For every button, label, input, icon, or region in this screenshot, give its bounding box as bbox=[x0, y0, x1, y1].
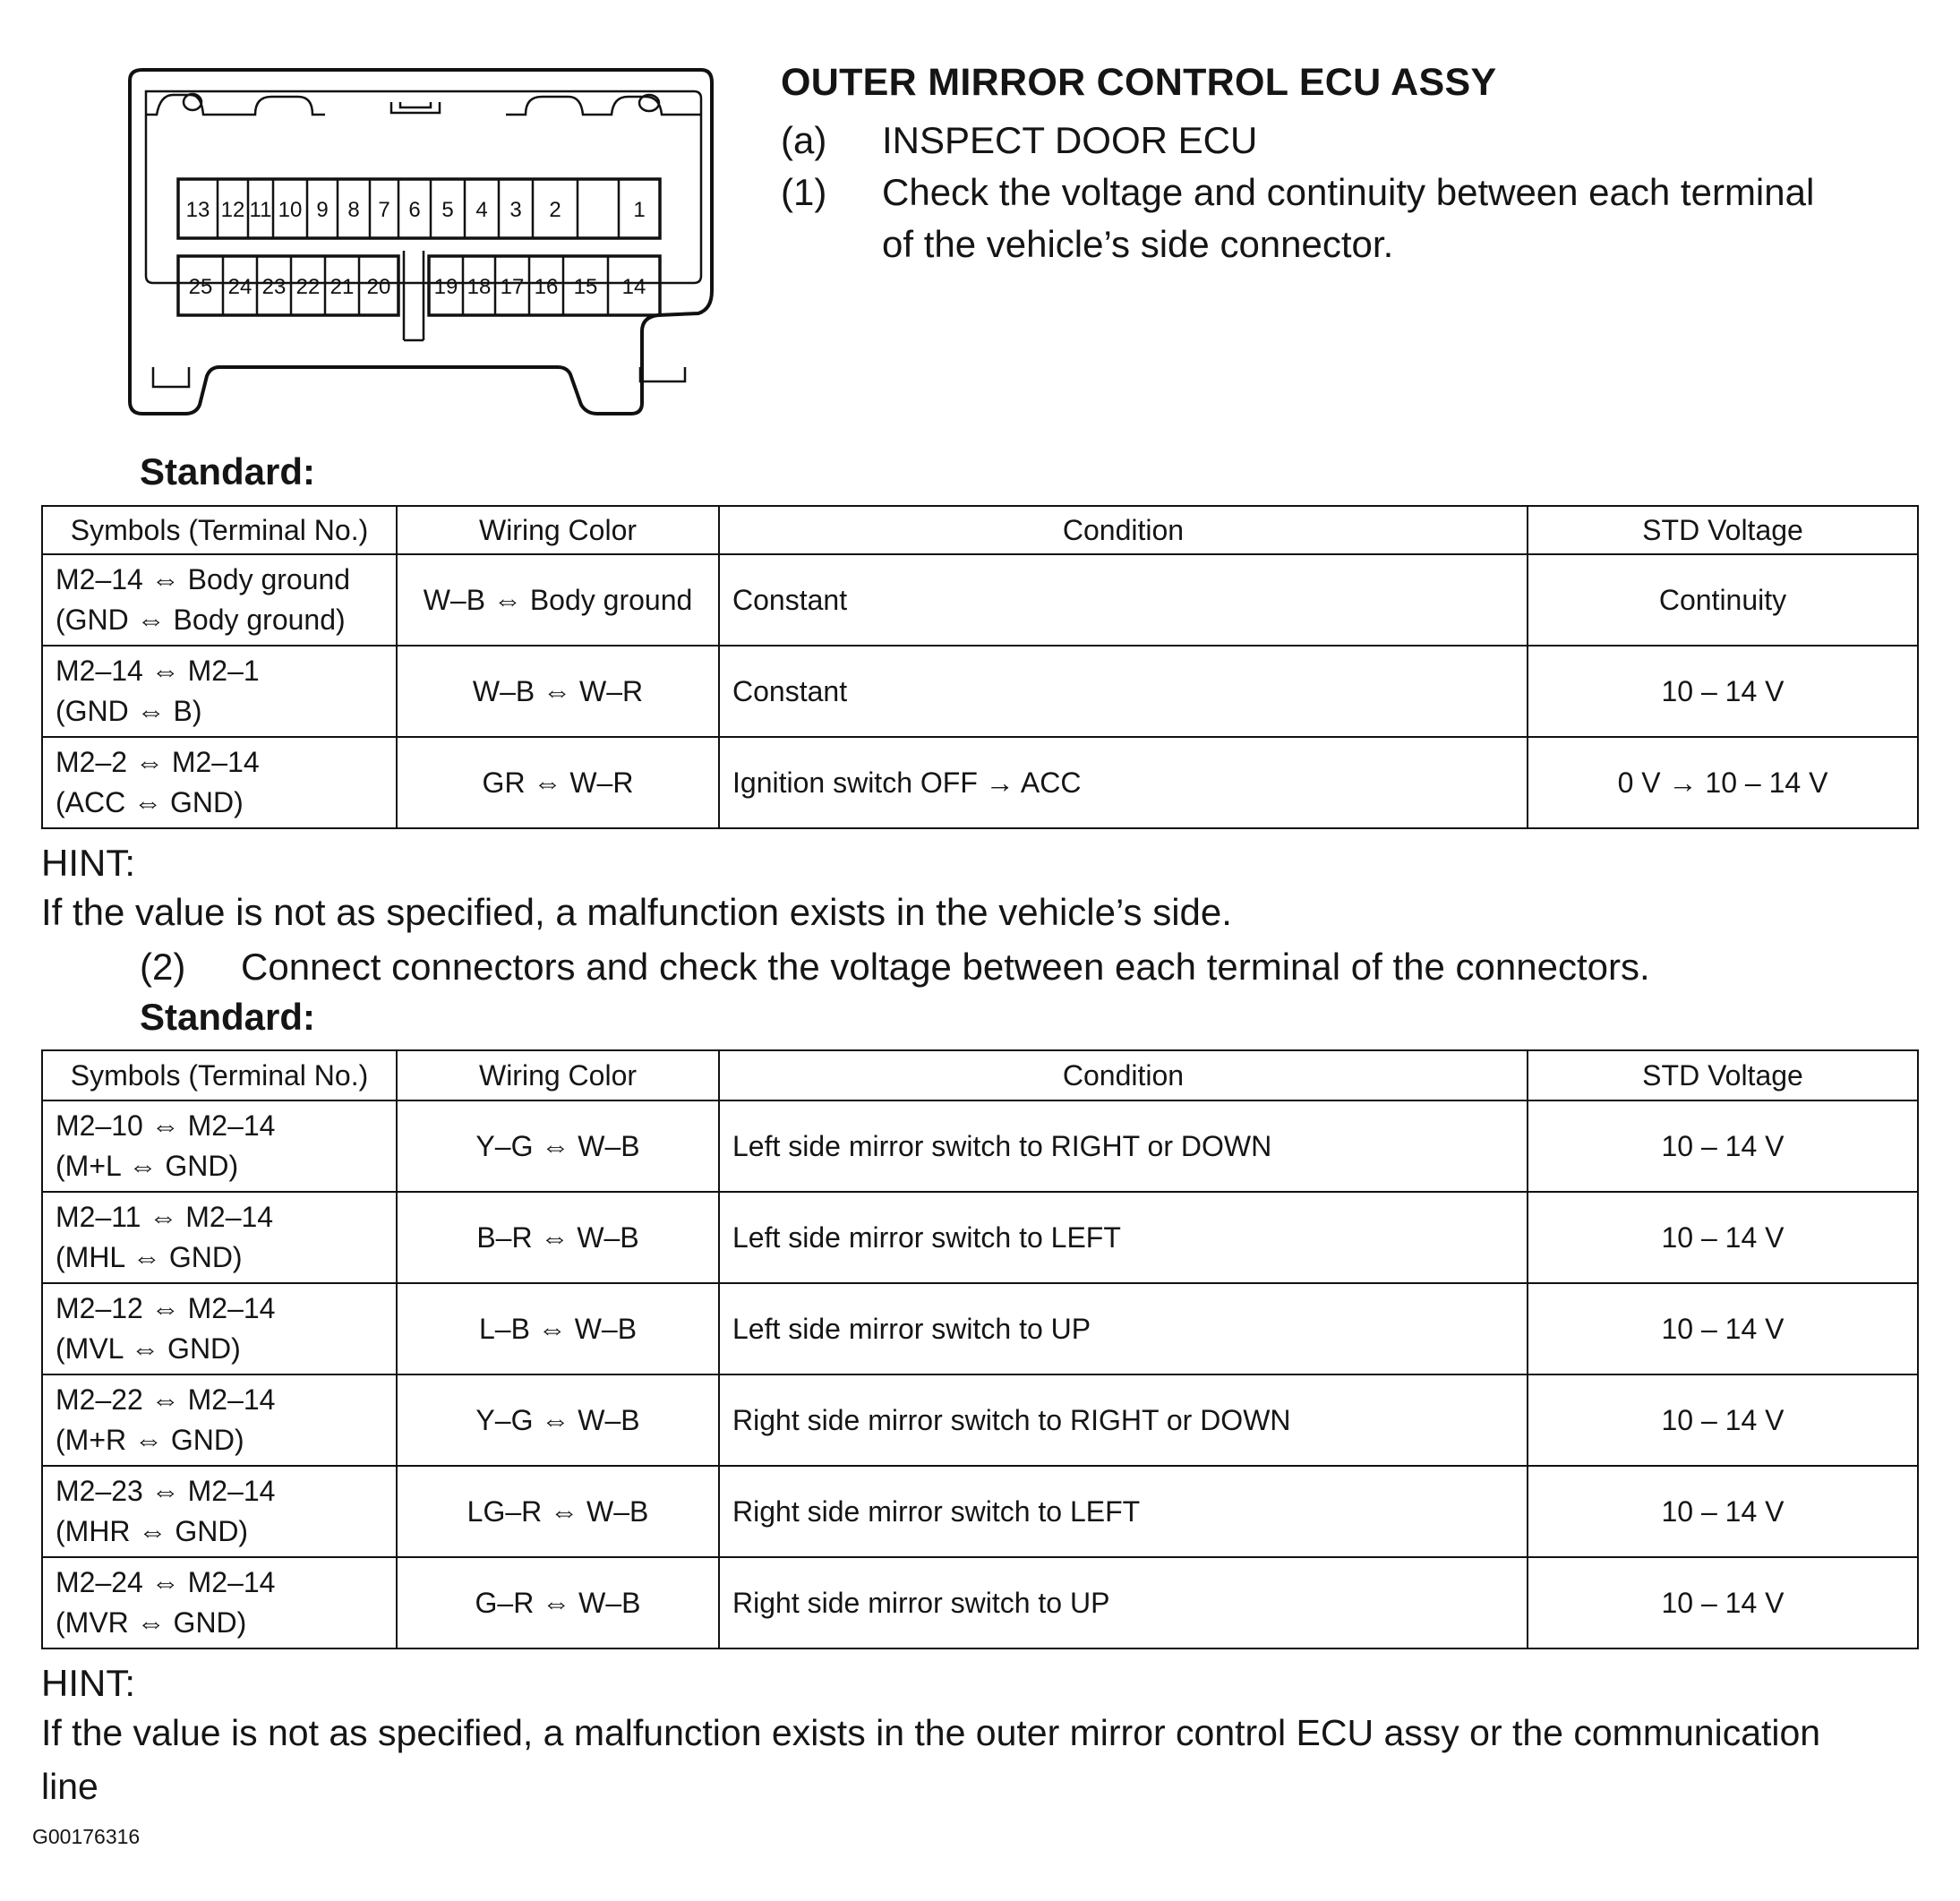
step-text-line1: Check the voltage and continuity between each terminal bbox=[882, 171, 1815, 213]
terminal-label: 11 bbox=[249, 198, 272, 222]
symbol-cell: M2–22 ⇔ M2–14 (M+R ⇔ GND) bbox=[42, 1374, 397, 1466]
header-wiring: Wiring Color bbox=[397, 506, 719, 554]
table-row bbox=[42, 1557, 1918, 1648]
spec-table-1 bbox=[41, 505, 1919, 829]
condition-cell: Right side mirror switch to RIGHT or DOWN bbox=[719, 1374, 1528, 1466]
table-row bbox=[42, 1192, 1918, 1283]
symbol-cell: M2–14 ⇔ Body ground (GND ⇔ Body ground) bbox=[42, 554, 397, 646]
wiring-cell: LG–R ⇔ W–B bbox=[397, 1466, 719, 1557]
hint-text-2-line1: If the value is not as specified, a malfunction exists in the outer mirror control ECU assy or the communication bbox=[41, 1712, 1821, 1753]
spec-table-2 bbox=[41, 1049, 1919, 1649]
wiring-cell: L–B ⇔ W–B bbox=[397, 1283, 719, 1374]
hint-label-1: HINT: bbox=[41, 842, 135, 884]
hint-label-2: HINT: bbox=[41, 1662, 135, 1704]
terminal-label: 25 bbox=[188, 275, 213, 299]
table-row bbox=[42, 1100, 1918, 1192]
step-number: (1) bbox=[781, 171, 827, 213]
symbol-cell: M2–14 ⇔ M2–1 (GND ⇔ B) bbox=[42, 646, 397, 737]
section-title: OUTER MIRROR CONTROL ECU ASSY bbox=[781, 61, 1497, 104]
header-voltage: STD Voltage bbox=[1528, 1050, 1918, 1100]
header-condition: Condition bbox=[719, 506, 1528, 554]
table-row bbox=[42, 646, 1918, 737]
voltage-cell: 10 – 14 V bbox=[1528, 1283, 1918, 1374]
symbol-cell: M2–23 ⇔ M2–14 (MHR ⇔ GND) bbox=[42, 1466, 397, 1557]
condition-cell: Right side mirror switch to LEFT bbox=[719, 1466, 1528, 1557]
standard-label: Standard: bbox=[140, 450, 316, 492]
terminal-label: 22 bbox=[295, 275, 321, 299]
voltage-cell: 10 – 14 V bbox=[1528, 1100, 1918, 1192]
figure-code: G00176316 bbox=[32, 1825, 141, 1848]
voltage-cell: Continuity bbox=[1528, 554, 1918, 646]
step-text-line2: of the vehicle’s side connector. bbox=[882, 223, 1394, 265]
terminal-label: 17 bbox=[500, 275, 525, 299]
terminal-label: 7 bbox=[378, 198, 390, 222]
table-row bbox=[42, 1374, 1918, 1466]
symbol-cell: M2–2 ⇔ M2–14 (ACC ⇔ GND) bbox=[42, 737, 397, 828]
condition-cell: Right side mirror switch to UP bbox=[719, 1557, 1528, 1648]
wiring-cell: Y–G ⇔ W–B bbox=[397, 1100, 719, 1192]
terminal-label: 10 bbox=[278, 198, 303, 222]
terminal-label: 9 bbox=[316, 198, 329, 222]
wiring-cell: GR ⇔ W–R bbox=[397, 737, 719, 828]
symbol-cell: M2–24 ⇔ M2–14 (MVR ⇔ GND) bbox=[42, 1557, 397, 1648]
terminal-label: 19 bbox=[433, 275, 458, 299]
condition-cell: Left side mirror switch to UP bbox=[719, 1283, 1528, 1374]
voltage-cell: 10 – 14 V bbox=[1528, 1192, 1918, 1283]
condition-cell: Constant bbox=[719, 646, 1528, 737]
terminal-label: 3 bbox=[509, 198, 522, 222]
condition-cell: Left side mirror switch to LEFT bbox=[719, 1192, 1528, 1283]
terminal-label: 13 bbox=[185, 198, 210, 222]
terminal-label: 20 bbox=[366, 275, 391, 299]
symbol-cell: M2–10 ⇔ M2–14 (M+L ⇔ GND) bbox=[42, 1100, 397, 1192]
header-wiring: Wiring Color bbox=[397, 1050, 719, 1100]
wiring-cell: Y–G ⇔ W–B bbox=[397, 1374, 719, 1466]
wiring-cell: W–B ⇔ W–R bbox=[397, 646, 719, 737]
step-number: (a) bbox=[781, 119, 827, 161]
header-voltage: STD Voltage bbox=[1528, 506, 1918, 554]
table-row bbox=[42, 737, 1918, 828]
condition-cell: Constant bbox=[719, 554, 1528, 646]
voltage-cell: 10 – 14 V bbox=[1528, 646, 1918, 737]
terminal-label: 2 bbox=[549, 198, 561, 222]
terminal-label: 18 bbox=[466, 275, 492, 299]
connector-diagram bbox=[121, 63, 721, 421]
terminal-label: 5 bbox=[441, 198, 454, 222]
header-condition: Condition bbox=[719, 1050, 1528, 1100]
table-header-row bbox=[42, 1050, 1918, 1100]
terminal-label: 16 bbox=[534, 275, 559, 299]
terminal-label: 21 bbox=[330, 275, 355, 299]
terminal-label: 15 bbox=[573, 275, 598, 299]
hint-text-1: If the value is not as specified, a malfunction exists in the vehicle’s side. bbox=[41, 891, 1232, 933]
voltage-cell: 10 – 14 V bbox=[1528, 1557, 1918, 1648]
terminal-label: 1 bbox=[633, 198, 646, 222]
table-header-row bbox=[42, 506, 1918, 554]
header-symbols: Symbols (Terminal No.) bbox=[42, 506, 397, 554]
step-text: Connect connectors and check the voltage between each terminal of the connectors. bbox=[241, 946, 1650, 988]
voltage-cell: 10 – 14 V bbox=[1528, 1374, 1918, 1466]
voltage-cell: 10 – 14 V bbox=[1528, 1466, 1918, 1557]
symbol-cell: M2–12 ⇔ M2–14 (MVL ⇔ GND) bbox=[42, 1283, 397, 1374]
symbol-cell: M2–11 ⇔ M2–14 (MHL ⇔ GND) bbox=[42, 1192, 397, 1283]
terminal-label: 24 bbox=[227, 275, 252, 299]
step-text: INSPECT DOOR ECU bbox=[882, 119, 1258, 161]
hint-text-2-line2: line bbox=[41, 1766, 98, 1807]
terminal-label: 23 bbox=[261, 275, 287, 299]
table-row bbox=[42, 1283, 1918, 1374]
table-row bbox=[42, 1466, 1918, 1557]
terminal-label: 8 bbox=[347, 198, 360, 222]
step-number: (2) bbox=[140, 946, 186, 988]
wiring-cell: G–R ⇔ W–B bbox=[397, 1557, 719, 1648]
standard-label: Standard: bbox=[140, 996, 316, 1038]
terminal-label: 6 bbox=[408, 198, 421, 222]
terminal-label: 4 bbox=[475, 198, 488, 222]
terminal-label: 14 bbox=[621, 275, 646, 299]
condition-cell: Ignition switch OFF → ACC bbox=[719, 737, 1528, 828]
voltage-cell: 0 V → 10 – 14 V bbox=[1528, 737, 1918, 828]
header-symbols: Symbols (Terminal No.) bbox=[42, 1050, 397, 1100]
wiring-cell: W–B ⇔ Body ground bbox=[397, 554, 719, 646]
terminal-label: 12 bbox=[220, 198, 245, 222]
wiring-cell: B–R ⇔ W–B bbox=[397, 1192, 719, 1283]
condition-cell: Left side mirror switch to RIGHT or DOWN bbox=[719, 1100, 1528, 1192]
table-row bbox=[42, 554, 1918, 646]
